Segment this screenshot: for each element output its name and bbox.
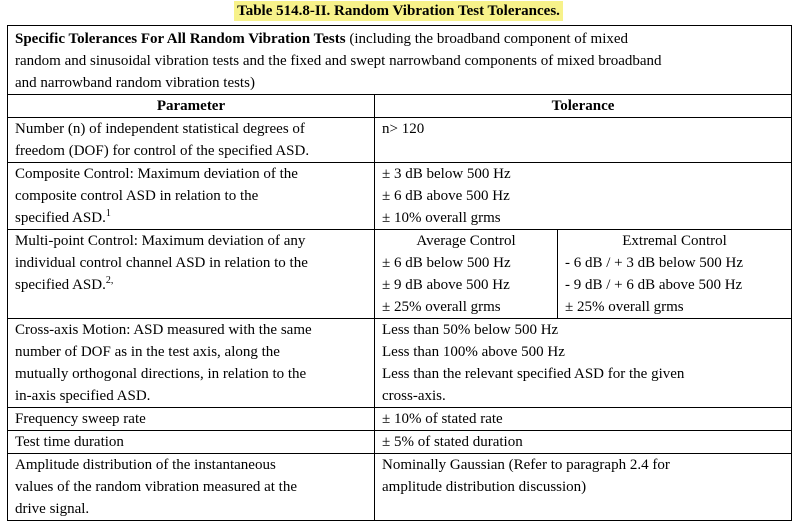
parameter-cell: [8, 408, 375, 431]
footnote-marker: 2,: [105, 275, 114, 286]
parameter-cell: [8, 319, 375, 408]
header-parameter: Parameter: [8, 95, 375, 118]
table-row: [8, 163, 792, 230]
parameter-text: Amplitude distribution of the instantaneous: [15, 457, 276, 473]
average-control-header: Average Control: [416, 233, 516, 249]
table-row: [8, 230, 792, 319]
tolerance-text: Less than 50% below 500 Hz: [382, 322, 559, 338]
tolerance-text: cross-axis.: [382, 388, 446, 404]
table-header-row: [8, 95, 792, 118]
parameter-cell: [8, 431, 375, 454]
parameter-text: Test time duration: [15, 434, 124, 450]
parameter-cell: [8, 230, 375, 319]
tolerance-cell: [375, 454, 792, 521]
parameter-text: specified ASD.: [15, 277, 106, 293]
parameter-text: Composite Control: Maximum deviation of the: [15, 166, 298, 182]
tolerance-text: ± 25% overall grms: [565, 299, 684, 315]
table-intro-cell: [8, 26, 792, 95]
tolerance-cell: [375, 431, 792, 454]
intro-text: and narrowband random vibration tests): [15, 75, 255, 91]
table-caption: [0, 0, 797, 22]
table-row: [8, 319, 792, 408]
tolerance-cell: [375, 118, 792, 163]
parameter-text: Multi-point Control: Maximum deviation of any: [15, 233, 306, 249]
parameter-text: values of the random vibration measured at the: [15, 479, 297, 495]
tolerance-text: Nominally Gaussian (Refer to paragraph 2.4 for: [382, 457, 670, 473]
tolerance-text: ± 6 dB below 500 Hz: [382, 255, 511, 271]
footnote-marker: 1: [105, 208, 111, 219]
tolerance-cell: [375, 319, 792, 408]
parameter-cell: [8, 454, 375, 521]
average-control-cell: [375, 230, 558, 319]
table-intro-row: [8, 26, 792, 95]
tolerance-text: n> 120: [382, 121, 425, 137]
tolerance-cell: [375, 163, 792, 230]
table-row: [8, 408, 792, 431]
parameter-text: in-axis specified ASD.: [15, 388, 151, 404]
parameter-text: individual control channel ASD in relation to the: [15, 255, 308, 271]
tolerance-text: ± 9 dB above 500 Hz: [382, 277, 510, 293]
extremal-control-cell: [558, 230, 792, 319]
table-caption-text: Table 514.8-II. Random Vibration Test Tolerances.: [234, 1, 563, 21]
tolerance-table: [7, 25, 792, 521]
intro-text: random and sinusoidal vibration tests and the fixed and swept narrowband components of mixed broadband: [15, 53, 662, 69]
extremal-control-header: Extremal Control: [622, 233, 727, 249]
tolerance-cell: [375, 408, 792, 431]
parameter-cell: [8, 118, 375, 163]
parameter-cell: [8, 163, 375, 230]
parameter-text: number of DOF as in the test axis, along the: [15, 344, 280, 360]
parameter-text: freedom (DOF) for control of the specified ASD.: [15, 143, 310, 159]
intro-text: (including the broadband component of mixed: [345, 31, 629, 47]
tolerance-text: ± 5% of stated duration: [382, 434, 523, 450]
table-row: [8, 431, 792, 454]
tolerance-text: ± 3 dB below 500 Hz: [382, 166, 511, 182]
tolerance-text: ± 6 dB above 500 Hz: [382, 188, 510, 204]
tolerance-text: - 9 dB / + 6 dB above 500 Hz: [565, 277, 743, 293]
header-tolerance: Tolerance: [375, 95, 792, 118]
table-row: [8, 118, 792, 163]
parameter-text: Cross-axis Motion: ASD measured with the same: [15, 322, 312, 338]
intro-bold-text: Specific Tolerances For All Random Vibration Tests: [15, 31, 346, 47]
tolerance-text: - 6 dB / + 3 dB below 500 Hz: [565, 255, 744, 271]
parameter-text: Number (n) of independent statistical degrees of: [15, 121, 305, 137]
table-row: [8, 454, 792, 521]
tolerance-text: Less than 100% above 500 Hz: [382, 344, 565, 360]
parameter-text: composite control ASD in relation to the: [15, 188, 259, 204]
tolerance-text: amplitude distribution discussion): [382, 479, 587, 495]
parameter-text: specified ASD.: [15, 210, 106, 226]
tolerance-text: ± 10% overall grms: [382, 210, 501, 226]
parameter-text: mutually orthogonal directions, in relation to the: [15, 366, 307, 382]
parameter-text: drive signal.: [15, 501, 90, 517]
tolerance-text: ± 10% of stated rate: [382, 411, 503, 427]
tolerance-text: ± 25% overall grms: [382, 299, 501, 315]
parameter-text: Frequency sweep rate: [15, 411, 146, 427]
tolerance-text: Less than the relevant specified ASD for the given: [382, 366, 685, 382]
